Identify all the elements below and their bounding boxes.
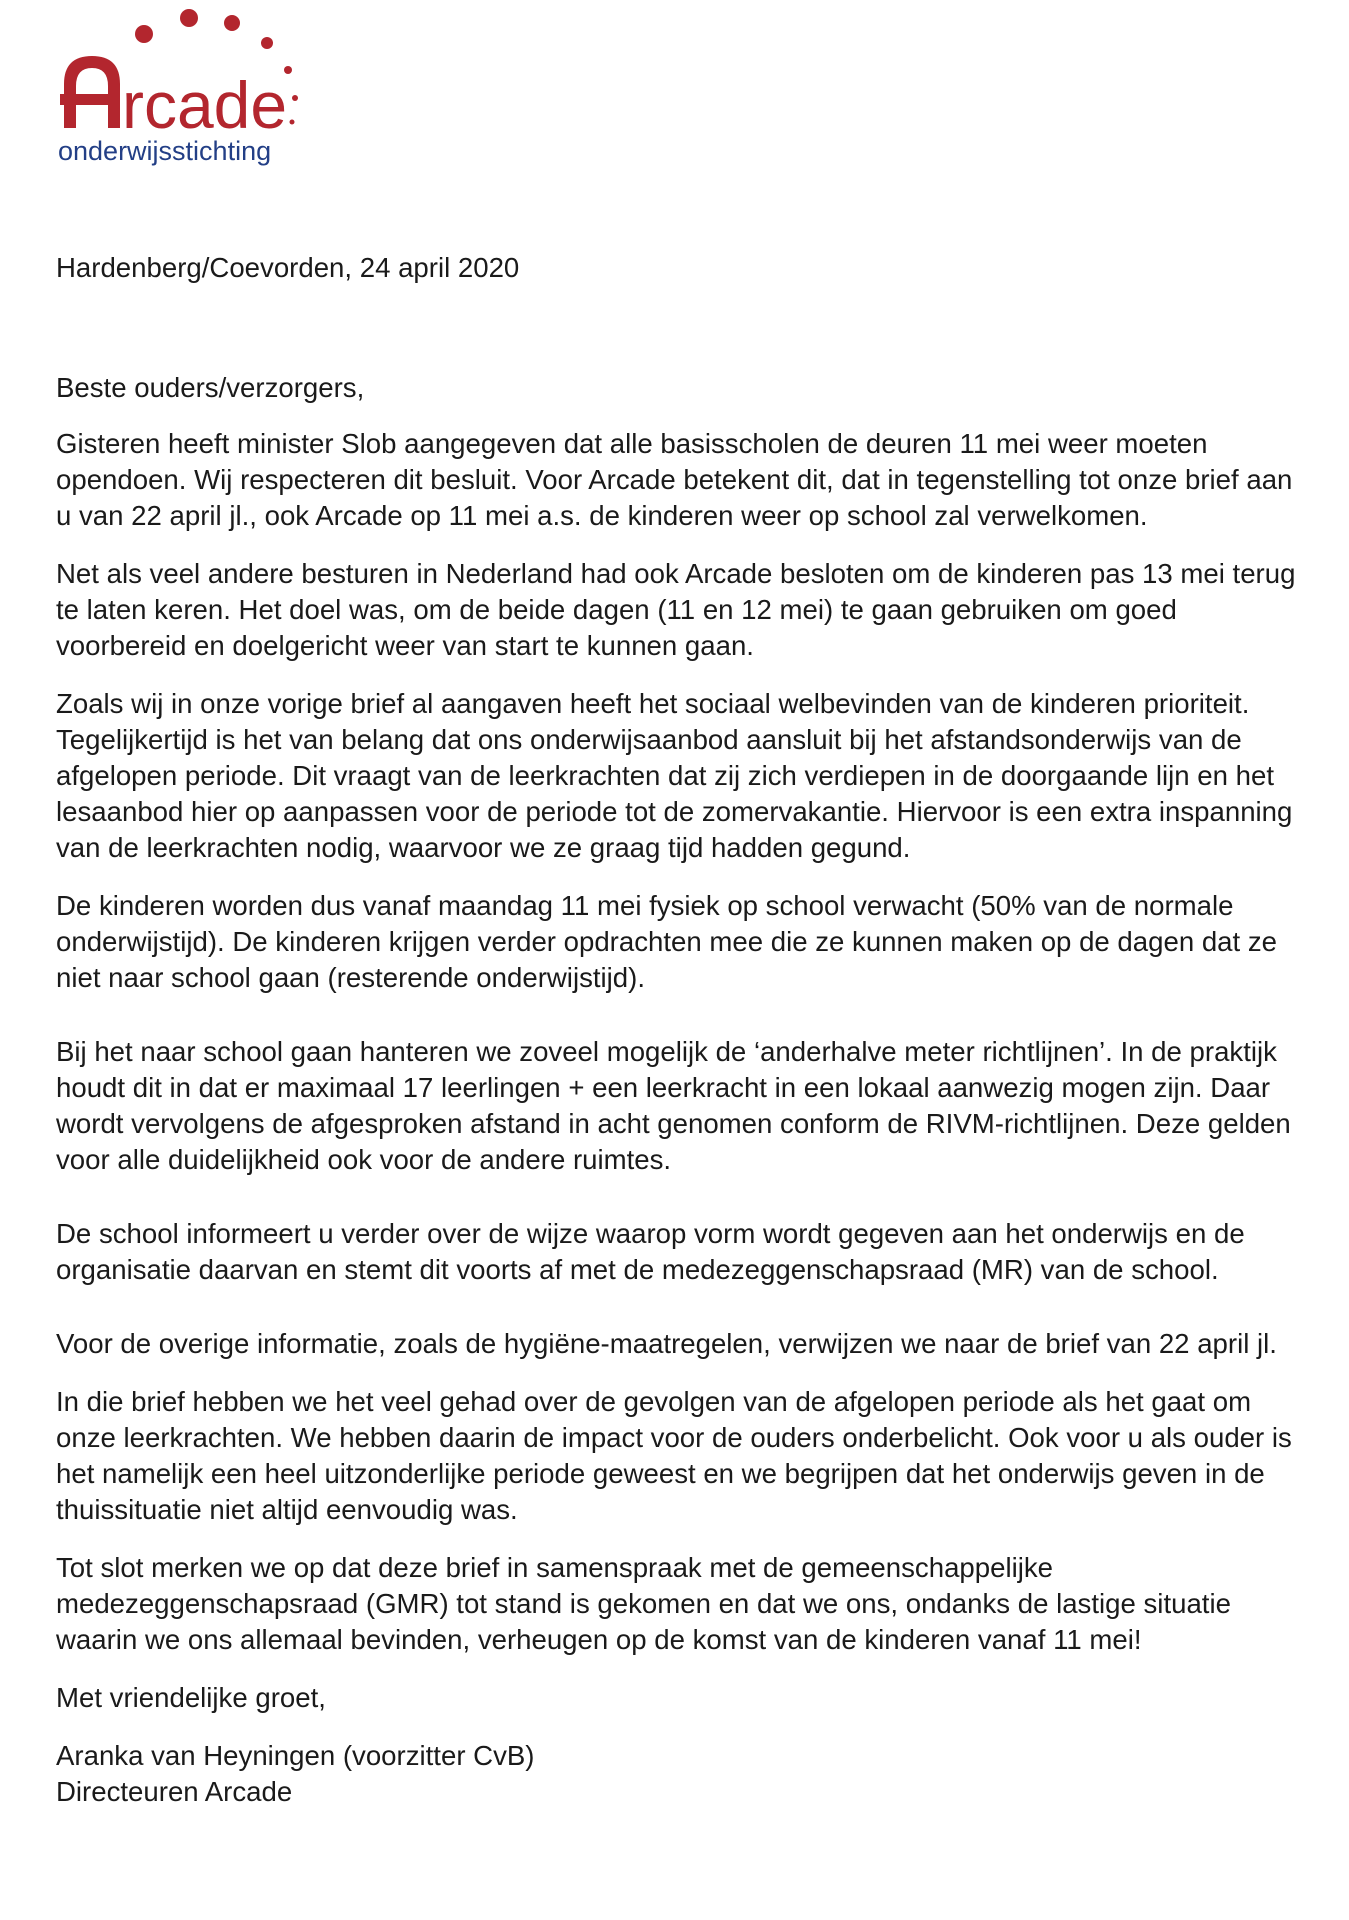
logo-dot (135, 25, 153, 43)
logo-subtitle: onderwijsstichting (58, 136, 272, 166)
paragraph: Voor de overige informatie, zoals de hygiëne-maatregelen, verwijzen we naar de brief van 22 april jl. (56, 1328, 1277, 1359)
logo-dot (290, 120, 295, 125)
paragraph: Bij het naar school gaan hanteren we zoveel mogelijk de ‘anderhalve meter richtlijnen’. In de praktijk houdt dit in dat er maximaal 17 leerlingen + een leerkracht in een lokaal aanwezig mogen zijn. Daar wordt vervolgens de afgesproken afstand in acht genomen conform de RIVM-richtlijnen. Deze gelden voor alle duidelijkheid ook voor de andere ruimtes. (56, 1036, 1291, 1175)
logo-dot (292, 95, 298, 101)
paragraph: De kinderen worden dus vanaf maandag 11 mei fysiek op school verwacht (50% van de normale onderwijstijd). De kinderen krijgen verder opdrachten mee die ze kunnen maken op de dagen dat ze niet naar school gaan (resterende onderwijstijd). (56, 890, 1277, 993)
logo-dot (261, 37, 273, 49)
paragraph: Zoals wij in onze vorige brief al aangaven heeft het sociaal welbevinden van de kinderen prioriteit. Tegelijkertijd is het van belang dat ons onderwijsaanbod aansluit bij het afstandsonderwijs van de afgelopen periode. Dit vraagt van de leerkrachten dat zij zich verdiepen in de doorgaande lijn en het lesaanbod hier op aanpassen voor de periode tot de zomervakantie. Hiervoor is een extra inspanning van de leerkrachten nodig, waarvoor we ze graag tijd hadden gegund. (56, 688, 1293, 863)
signature-name: Aranka van Heyningen (voorzitter CvB) (56, 1740, 535, 1771)
logo-a-crossbar (60, 94, 112, 105)
signature-org: Directeuren Arcade (56, 1776, 293, 1807)
logo-dot (180, 9, 198, 27)
paragraph: In die brief hebben we het veel gehad over de gevolgen van de afgelopen periode als het gaat om onze leerkrachten. We hebben daarin de impact voor de ouders onderbelicht. Ook voor u als ouder is het namelijk een heel uitzonderlijke periode geweest en we begrijpen dat het onderwijs geven in de thuissituatie niet altijd eenvoudig was. (56, 1386, 1292, 1525)
logo-a-arch (64, 56, 120, 128)
paragraph: Net als veel andere besturen in Nederland had ook Arcade besloten om de kinderen pas 13 mei terug te laten keren. Het doel was, om de beide dagen (11 en 12 mei) te gaan gebruiken om goed voorbereid en doelgericht weer van start te kunnen gaan. (56, 558, 1296, 661)
arcade-logo (56, 6, 336, 171)
letter-body (56, 250, 1306, 1810)
salutation: Beste ouders/verzorgers, (56, 372, 365, 403)
paragraph: Tot slot merken we op dat deze brief in samenspraak met de gemeenschappelijke medezeggenschapsraad (GMR) tot stand is gekomen en dat we ons, ondanks de lastige situatie waarin we ons allemaal bevinden, verheugen op de komst van de kinderen vanaf 11 mei! (56, 1552, 1231, 1655)
logo-dot (224, 15, 240, 31)
paragraph: De school informeert u verder over de wijze waarop vorm wordt gegeven aan het onderwijs en de organisatie daarvan en stemt dit voorts af met de medezeggenschapsraad (MR) van de school. (56, 1218, 1245, 1285)
paragraph: Gisteren heeft minister Slob aangegeven dat alle basisscholen de deuren 11 mei weer moeten opendoen. Wij respecteren dit besluit. Voor Arcade betekent dit, dat in tegenstelling tot onze brief aan u van 22 april jl., ook Arcade op 11 mei a.s. de kinderen weer op school zal verwelkomen. (56, 428, 1293, 531)
logo-wordmark: rcade (122, 68, 288, 142)
closing: Met vriendelijke groet, (56, 1682, 326, 1713)
place-date: Hardenberg/Coevorden, 24 april 2020 (56, 252, 520, 283)
